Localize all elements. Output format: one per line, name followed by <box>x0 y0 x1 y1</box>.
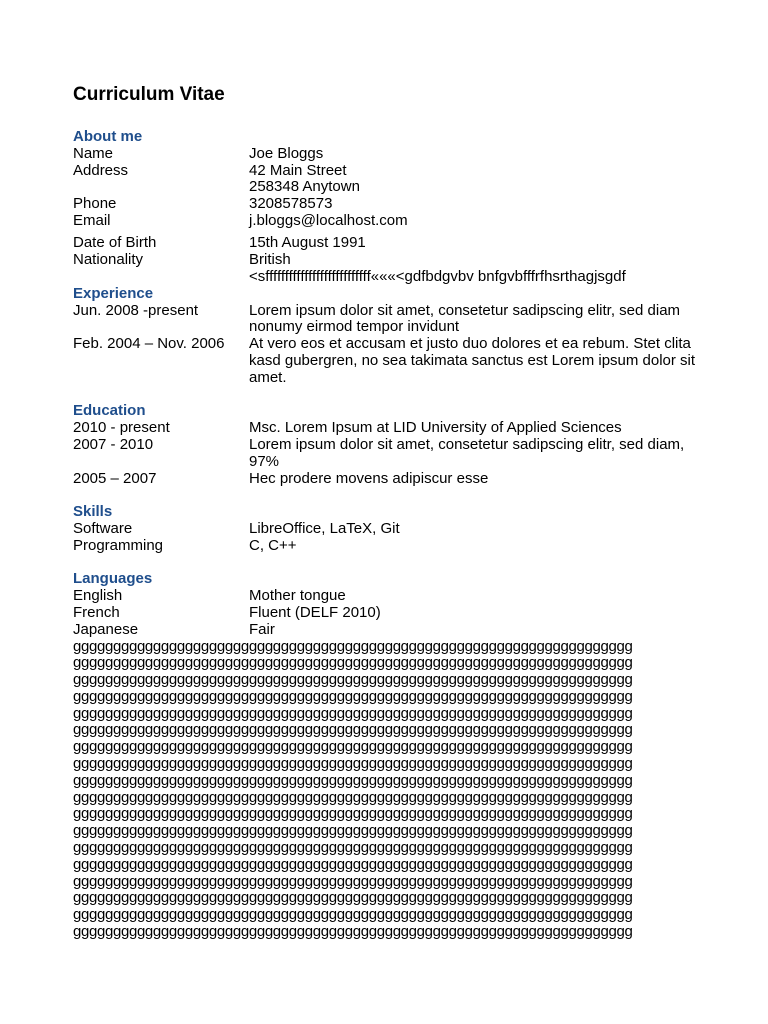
filler-line: gggggggggggggggggggggggggggggggggggggggggggggggggggggggggggggggggggggg <box>73 705 633 722</box>
address-line-2: 258348 Anytown <box>249 178 360 196</box>
section-heading-education: Education <box>73 402 146 420</box>
field-row-nationality <box>73 252 713 286</box>
language-level: Fair <box>249 620 275 638</box>
filler-line: gggggggggggggggggggggggggggggggggggggggggggggggggggggggggggggggggggggg <box>73 655 633 672</box>
filler-line: gggggggggggggggggggggggggggggggggggggggggggggggggggggggggggggggggggggg <box>73 823 633 840</box>
field-value: British <box>249 251 291 269</box>
section-heading-experience: Experience <box>73 284 154 302</box>
skill-value: C, C++ <box>249 536 297 554</box>
skill-label: Software <box>73 519 133 537</box>
address-line-1: 42 Main Street <box>249 161 347 179</box>
section-heading-skills: Skills <box>73 503 113 521</box>
spacer <box>73 555 713 572</box>
education-text: Hec prodere movens adipiscur esse <box>249 469 489 487</box>
filler-line: gggggggggggggggggggggggggggggggggggggggggggggggggggggggggggggggggggggg <box>73 638 633 655</box>
spacer <box>73 387 713 404</box>
filler-line: gggggggggggggggggggggggggggggggggggggggggggggggggggggggggggggggggggggg <box>73 772 633 789</box>
filler-line: gggggggggggggggggggggggggggggggggggggggggggggggggggggggggggggggggggggg <box>73 924 633 941</box>
field-row-name <box>73 146 713 163</box>
field-row-address <box>73 163 713 197</box>
filler-line: gggggggggggggggggggggggggggggggggggggggggggggggggggggggggggggggggggggg <box>73 672 633 689</box>
filler-line: gggggggggggggggggggggggggggggggggggggggggggggggggggggggggggggggggggggg <box>73 739 633 756</box>
field-label: Address <box>73 161 129 179</box>
language-label: French <box>73 603 120 621</box>
field-label: Email <box>73 211 111 229</box>
field-value: 3208578573 <box>249 195 333 213</box>
education-row <box>73 420 713 437</box>
filler-line: gggggggggggggggggggggggggggggggggggggggggggggggggggggggggggggggggggggg <box>73 907 633 924</box>
language-level: Fluent (DELF 2010) <box>249 603 381 621</box>
field-row-email <box>73 213 713 230</box>
section-heading-languages: Languages <box>73 570 153 588</box>
language-row <box>73 588 713 605</box>
education-period: 2005 – 2007 <box>73 469 157 487</box>
education-period: 2010 - present <box>73 419 170 437</box>
skill-label: Programming <box>73 536 164 554</box>
skills-row <box>73 538 713 555</box>
cv-content <box>73 129 713 941</box>
language-label: English <box>73 587 123 605</box>
nationality-block <box>249 252 713 286</box>
field-label: Name <box>73 144 114 162</box>
experience-row <box>73 303 713 337</box>
filler-text-block <box>73 639 713 941</box>
language-label: Japanese <box>73 620 139 638</box>
field-value: 15th August 1991 <box>249 234 366 252</box>
filler-line: gggggggggggggggggggggggggggggggggggggggggggggggggggggggggggggggggggggg <box>73 856 633 873</box>
education-text: Msc. Lorem Ipsum at LID University of Applied Sciences <box>249 419 622 437</box>
filler-line: gggggggggggggggggggggggggggggggggggggggggggggggggggggggggggggggggggggg <box>73 890 633 907</box>
education-row <box>73 437 713 471</box>
field-value: Joe Bloggs <box>249 144 324 162</box>
experience-text: At vero eos et accusam et justo duo dolores et ea rebum. Stet clita kasd gubergren, no sea takimata sanctus est Lorem ipsum dolor sit amet. <box>249 335 696 386</box>
skill-value: LibreOffice, LaTeX, Git <box>249 519 400 537</box>
field-label: Date of Birth <box>73 234 157 252</box>
filler-line: gggggggggggggggggggggggggggggggggggggggggggggggggggggggggggggggggggggg <box>73 722 633 739</box>
filler-line: gggggggggggggggggggggggggggggggggggggggggggggggggggggggggggggggggggggg <box>73 840 633 857</box>
email-value: j.bloggs@localhost.com <box>249 211 408 229</box>
spacer <box>73 487 713 504</box>
field-row-phone <box>73 196 713 213</box>
field-label: Phone <box>73 195 117 213</box>
stray-text: <sfffffffffffffffffffffffffff«««<gdfbdgvbv bnfgvbfffrfhsrthagjsgdf <box>249 267 626 285</box>
field-label: Nationality <box>73 251 144 269</box>
language-row <box>73 622 713 639</box>
field-row-dob <box>73 235 713 252</box>
language-row <box>73 605 713 622</box>
filler-line: gggggggggggggggggggggggggggggggggggggggggggggggggggggggggggggggggggggg <box>73 806 633 823</box>
document-title: Curriculum Vitae <box>73 84 225 105</box>
experience-period: Jun. 2008 -present <box>73 301 199 319</box>
address-block <box>249 163 713 197</box>
section-heading-about: About me <box>73 128 143 145</box>
experience-period: Feb. 2004 – Nov. 2006 <box>73 335 225 353</box>
experience-row <box>73 336 713 386</box>
filler-line: gggggggggggggggggggggggggggggggggggggggggggggggggggggggggggggggggggggg <box>73 789 633 806</box>
experience-text: Lorem ipsum dolor sit amet, consetetur sadipscing elitr, sed diam nonumy eirmod tempor invidunt <box>249 301 681 336</box>
skills-row <box>73 521 713 538</box>
filler-line: gggggggggggggggggggggggggggggggggggggggggggggggggggggggggggggggggggggg <box>73 873 633 890</box>
education-text: Lorem ipsum dolor sit amet, consetetur sadipscing elitr, sed diam, 97% <box>249 435 685 470</box>
filler-line: gggggggggggggggggggggggggggggggggggggggggggggggggggggggggggggggggggggg <box>73 756 633 773</box>
education-row <box>73 471 713 488</box>
education-period: 2007 - 2010 <box>73 435 154 453</box>
language-level: Mother tongue <box>249 587 346 605</box>
filler-line: gggggggggggggggggggggggggggggggggggggggggggggggggggggggggggggggggggggg <box>73 688 633 705</box>
